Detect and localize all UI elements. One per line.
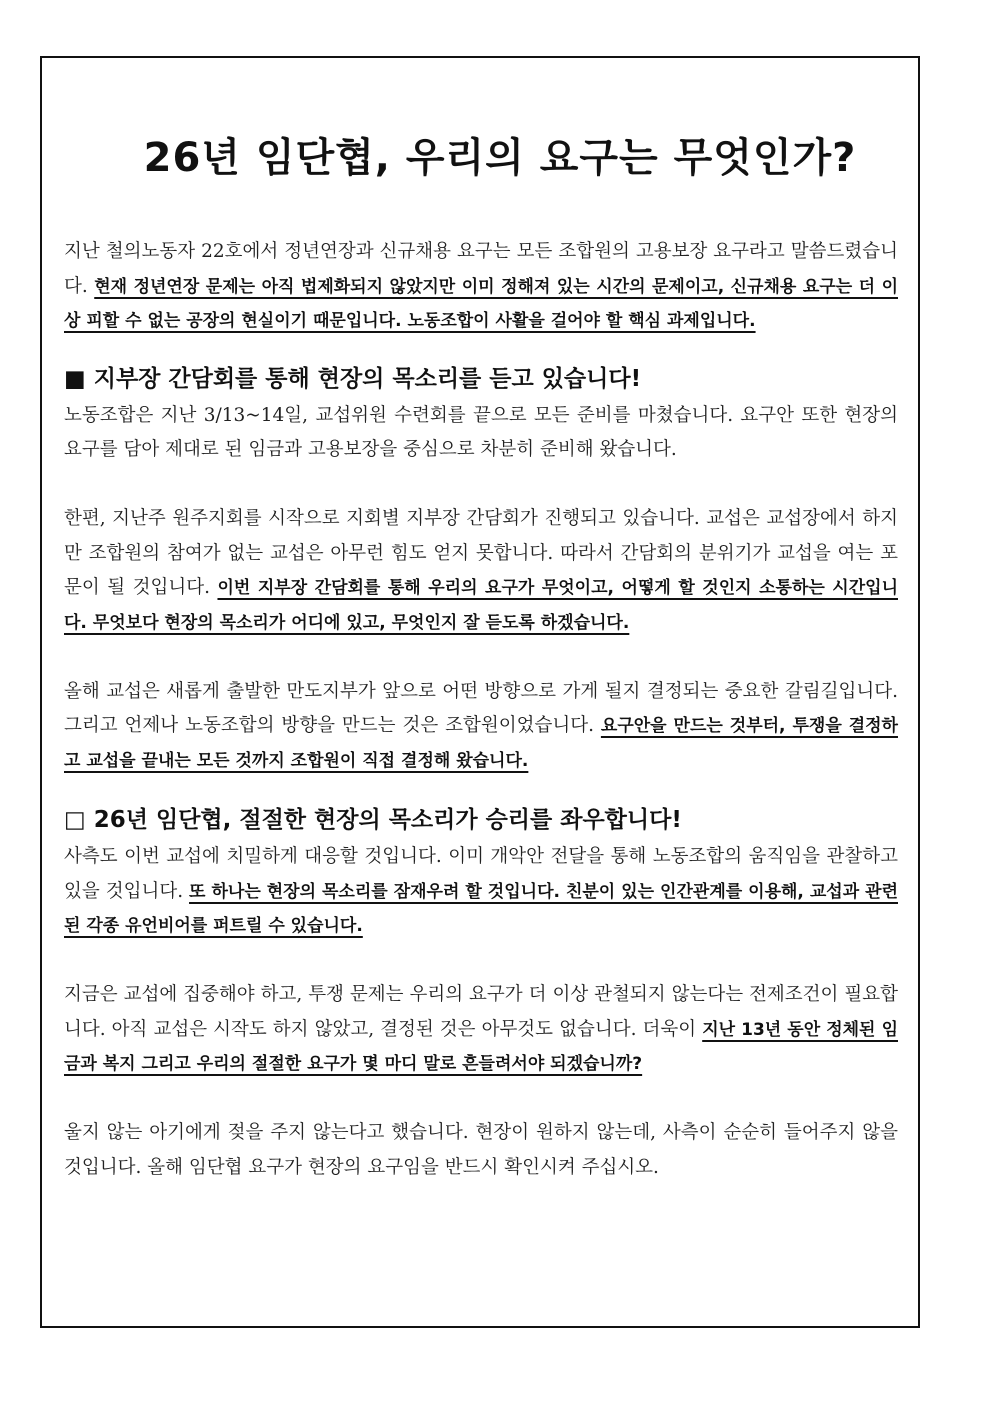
section2-p2-text: 지금은 교섭에 집중해야 하고, 투쟁 문제는 우리의 요구가 더 이상 관철되지 않는다는 전제조건이 필요합니다. 아직 교섭은 시작도 하지 않았고, 결정된 것은 아무것도 없습니다. 더욱이 <box>64 984 898 1040</box>
intro-text: 지난 철의노동자 22호에서 정년연장과 신규채용 요구는 모든 조합원의 고용보장 요구라고 말씀드렸습니다. <box>64 241 898 297</box>
section2-heading: □ 26년 임단협, 절절한 현장의 목소리가 승리를 좌우합니다! <box>64 807 682 833</box>
section2-p1-text: 사측도 이번 교섭에 치밀하게 대응할 것입니다. 이미 개악안 전달을 통해 노동조합의 움직임을 관찰하고 있을 것입니다. <box>64 846 898 902</box>
section1-paragraph-2 <box>64 502 898 640</box>
intro-paragraph <box>64 235 898 339</box>
section1-paragraph-3 <box>64 675 898 779</box>
section2-paragraph-3: 울지 않는 아기에게 젖을 주지 않는다고 했습니다. 현장이 원하지 않는데, 사측이 순순히 들어주지 않을 것입니다. 올해 임단협 요구가 현장의 요구임을 반드시 확인시켜 주십시오. <box>64 1122 898 1178</box>
section2-p1-emphasis: 또 하나는 현장의 목소리를 잠재우려 할 것입니다. 친분이 있는 인간관계를 이용해, 교섭과 관련된 각종 유언비어를 퍼트릴 수 있습니다. <box>64 881 898 936</box>
section1-p3-text: 올해 교섭은 새롭게 출발한 만도지부가 앞으로 어떤 방향으로 가게 될지 결정되는 중요한 갈림길입니다. 그리고 언제나 노동조합의 방향을 만드는 것은 조합원이었습니다. <box>64 680 898 736</box>
section1-paragraph-1: 노동조합은 지난 3/13~14일, 교섭위원 수련회를 끝으로 모든 준비를 마쳤습니다. 요구안 또한 현장의 요구를 담아 제대로 된 임금과 고용보장을 중심으로 차분히 준비해 왔습니다. <box>64 404 898 460</box>
section2-p2-emphasis: 지난 13년 동안 정체된 임금과 복지 그리고 우리의 절절한 요구가 몇 마디 말로 흔들려서야 되겠습니까? <box>64 1019 898 1074</box>
section1-p2-emphasis: 이번 지부장 간담회를 통해 우리의 요구가 무엇이고, 어떻게 할 것인지 소통하는 시간입니다. 무엇보다 현장의 목소리가 어디에 있고, 무엇인지 잘 듣도록 하겠습니다. <box>64 578 898 633</box>
section1-heading: ■ 지부장 간담회를 통해 현장의 목소리를 듣고 있습니다! <box>64 365 642 392</box>
section1-p3-emphasis: 요구안을 만드는 것부터, 투쟁을 결정하고 교섭을 끝내는 모든 것까지 조합원이 직접 결정해 왔습니다. <box>64 716 898 771</box>
section2-paragraph-1 <box>64 840 898 944</box>
document-body <box>64 235 898 1185</box>
section1-p2-text: 한편, 지난주 원주지회를 시작으로 지회별 지부장 간담회가 진행되고 있습니다. 교섭은 교섭장에서 하지만 조합원의 참여가 없는 교섭은 아무런 힘도 얻지 못합니다. 따라서 간담회의 분위기가 교섭을 여는 포문이 될 것입니다. <box>64 508 898 598</box>
intro-emphasis: 현재 정년연장 문제는 아직 법제화되지 않았지만 이미 정해져 있는 시간의 문제이고, 신규채용 요구는 더 이상 피할 수 없는 공장의 현실이기 때문입니다. 노동조합이 사활을 걸어야 할 핵심 과제입니다. <box>64 276 898 331</box>
document-title: 26년 임단협, 우리의 요구는 무엇인가? <box>143 135 857 181</box>
section2-paragraph-2 <box>64 978 898 1082</box>
